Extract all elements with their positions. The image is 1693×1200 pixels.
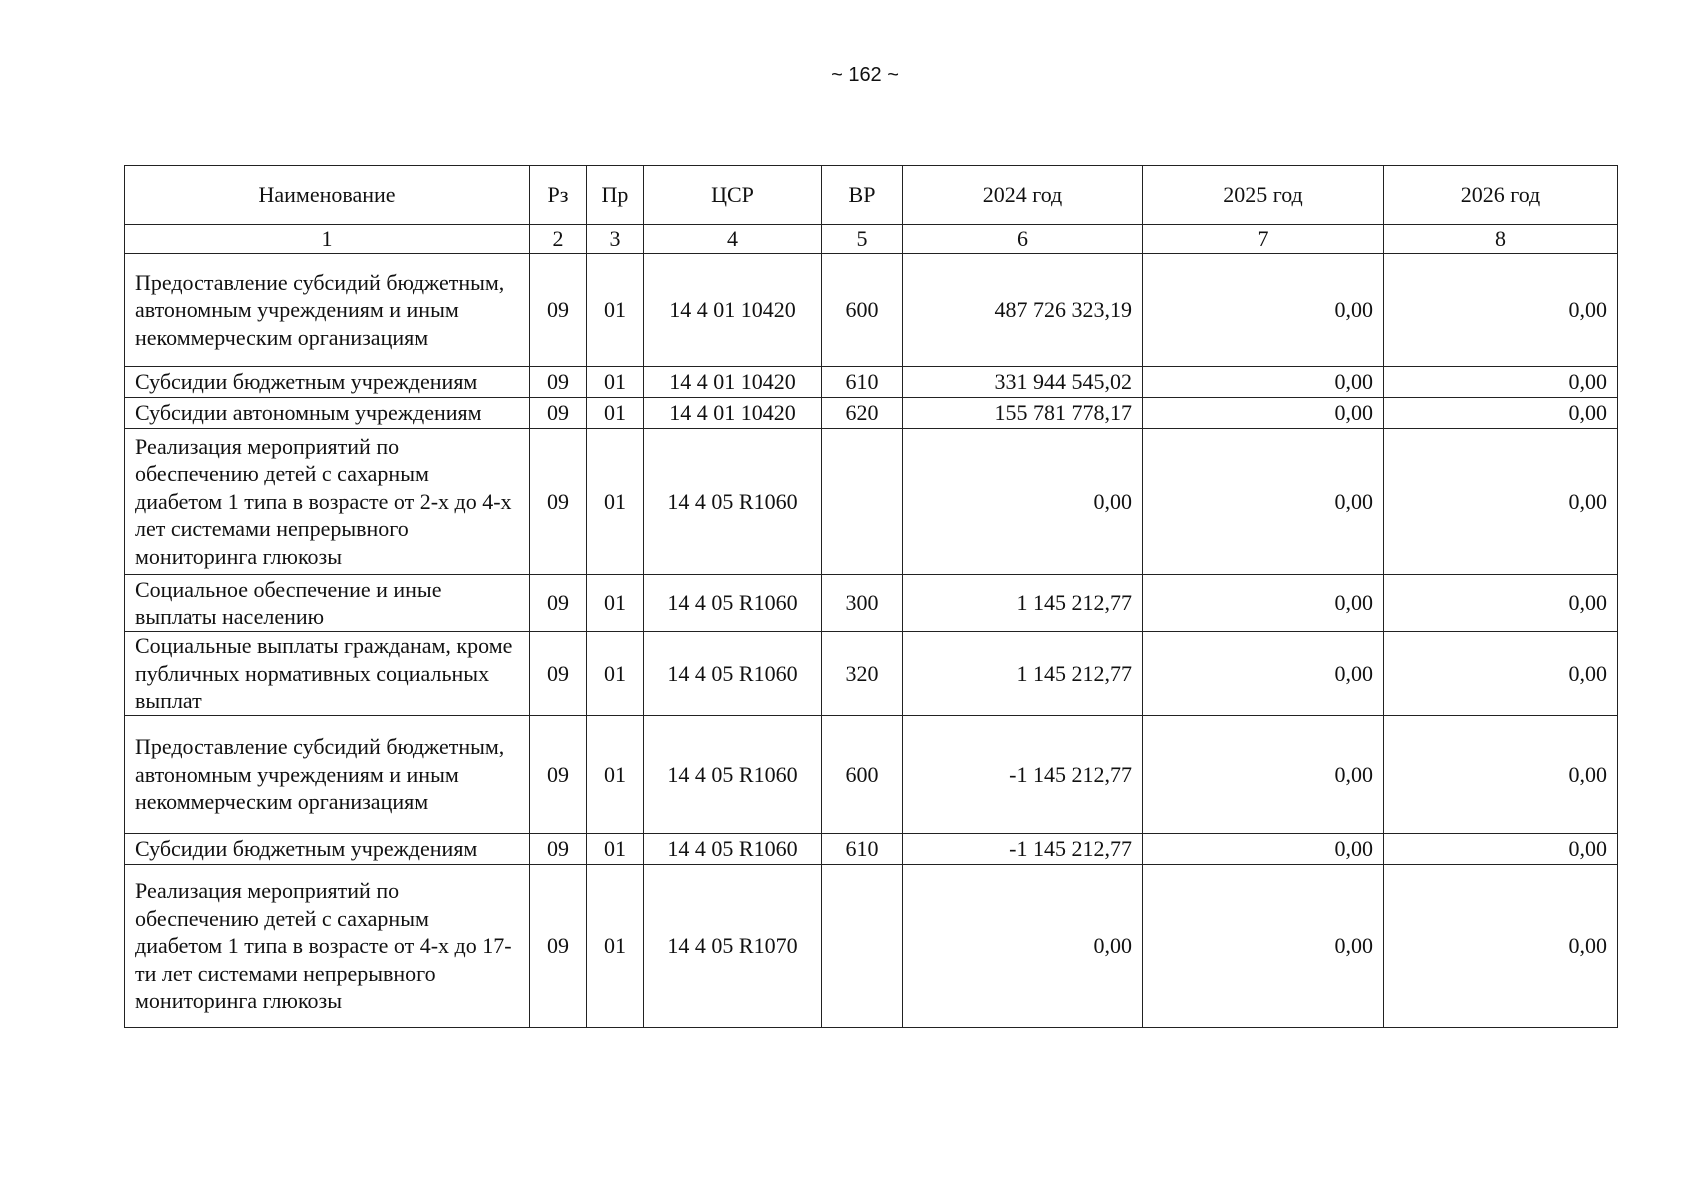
row-2024: -1 145 212,77 xyxy=(903,716,1143,834)
row-csr: 14 4 01 10420 xyxy=(644,398,822,429)
row-rz: 09 xyxy=(530,429,587,575)
row-csr: 14 4 05 R1060 xyxy=(644,575,822,632)
table-row xyxy=(125,429,1618,575)
row-pr: 01 xyxy=(587,716,644,834)
row-pr: 01 xyxy=(587,632,644,716)
row-2024: -1 145 212,77 xyxy=(903,834,1143,865)
row-2026: 0,00 xyxy=(1384,865,1618,1028)
row-2024: 487 726 323,19 xyxy=(903,254,1143,367)
row-rz: 09 xyxy=(530,865,587,1028)
header-2026: 2026 год xyxy=(1384,166,1618,225)
header-2024: 2024 год xyxy=(903,166,1143,225)
row-pr: 01 xyxy=(587,429,644,575)
row-csr: 14 4 05 R1060 xyxy=(644,716,822,834)
header-vr: ВР xyxy=(822,166,903,225)
table-row xyxy=(125,716,1618,834)
budget-table xyxy=(124,165,1618,1028)
row-vr: 610 xyxy=(822,834,903,865)
row-vr: 300 xyxy=(822,575,903,632)
row-csr: 14 4 05 R1060 xyxy=(644,429,822,575)
row-pr: 01 xyxy=(587,367,644,398)
table-row xyxy=(125,367,1618,398)
header-rz: Рз xyxy=(530,166,587,225)
row-2024: 155 781 778,17 xyxy=(903,398,1143,429)
row-2025: 0,00 xyxy=(1143,429,1384,575)
row-name: Субсидии бюджетным учреждениям xyxy=(125,834,530,865)
row-2026: 0,00 xyxy=(1384,834,1618,865)
row-2025: 0,00 xyxy=(1143,632,1384,716)
row-pr: 01 xyxy=(587,865,644,1028)
header-2025: 2025 год xyxy=(1143,166,1384,225)
row-csr: 14 4 01 10420 xyxy=(644,254,822,367)
table-row xyxy=(125,834,1618,865)
row-rz: 09 xyxy=(530,575,587,632)
table-row xyxy=(125,865,1618,1028)
row-2026: 0,00 xyxy=(1384,398,1618,429)
row-name: Предоставление субсидий бюджетным, автономным учреждениям и иным некоммерческим организациям xyxy=(125,254,530,367)
row-vr xyxy=(822,429,903,575)
row-vr: 620 xyxy=(822,398,903,429)
row-2026: 0,00 xyxy=(1384,367,1618,398)
row-pr: 01 xyxy=(587,575,644,632)
column-index-5: 5 xyxy=(822,225,903,254)
header-row xyxy=(125,166,1618,225)
row-name: Предоставление субсидий бюджетным, автономным учреждениям и иным некоммерческим организациям xyxy=(125,716,530,834)
row-vr xyxy=(822,865,903,1028)
row-2024: 0,00 xyxy=(903,429,1143,575)
row-rz: 09 xyxy=(530,834,587,865)
row-csr: 14 4 01 10420 xyxy=(644,367,822,398)
row-name: Социальные выплаты гражданам, кроме публичных нормативных социальных выплат xyxy=(125,632,530,716)
row-csr: 14 4 05 R1060 xyxy=(644,834,822,865)
row-2026: 0,00 xyxy=(1384,632,1618,716)
row-2026: 0,00 xyxy=(1384,716,1618,834)
column-index-8: 8 xyxy=(1384,225,1618,254)
row-rz: 09 xyxy=(530,254,587,367)
row-2024: 1 145 212,77 xyxy=(903,632,1143,716)
column-index-row xyxy=(125,225,1618,254)
row-rz: 09 xyxy=(530,367,587,398)
page-number: ~ 162 ~ xyxy=(831,64,899,86)
column-index-3: 3 xyxy=(587,225,644,254)
row-2026: 0,00 xyxy=(1384,254,1618,367)
row-vr: 600 xyxy=(822,716,903,834)
table-row xyxy=(125,632,1618,716)
row-name: Субсидии автономным учреждениям xyxy=(125,398,530,429)
row-2025: 0,00 xyxy=(1143,398,1384,429)
row-2026: 0,00 xyxy=(1384,429,1618,575)
row-name: Реализация мероприятий по обеспечению детей с сахарным диабетом 1 типа в возрасте от 2-х до 4-х лет системами непрерывного мониторинга глюкозы xyxy=(125,429,530,575)
row-2025: 0,00 xyxy=(1143,254,1384,367)
header-name: Наименование xyxy=(125,166,530,225)
row-rz: 09 xyxy=(530,398,587,429)
header-pr: Пр xyxy=(587,166,644,225)
row-name: Реализация мероприятий по обеспечению детей с сахарным диабетом 1 типа в возрасте от 4-х до 17-ти лет системами непрерывного мониторинга глюкозы xyxy=(125,865,530,1028)
row-2025: 0,00 xyxy=(1143,575,1384,632)
row-name: Социальное обеспечение и иные выплаты населению xyxy=(125,575,530,632)
row-name: Субсидии бюджетным учреждениям xyxy=(125,367,530,398)
column-index-4: 4 xyxy=(644,225,822,254)
row-vr: 320 xyxy=(822,632,903,716)
row-2024: 1 145 212,77 xyxy=(903,575,1143,632)
row-rz: 09 xyxy=(530,632,587,716)
table-row xyxy=(125,254,1618,367)
row-rz: 09 xyxy=(530,716,587,834)
row-pr: 01 xyxy=(587,834,644,865)
header-csr: ЦСР xyxy=(644,166,822,225)
column-index-6: 6 xyxy=(903,225,1143,254)
row-2024: 331 944 545,02 xyxy=(903,367,1143,398)
row-2025: 0,00 xyxy=(1143,716,1384,834)
row-pr: 01 xyxy=(587,254,644,367)
row-vr: 610 xyxy=(822,367,903,398)
column-index-7: 7 xyxy=(1143,225,1384,254)
row-pr: 01 xyxy=(587,398,644,429)
row-2024: 0,00 xyxy=(903,865,1143,1028)
table-row xyxy=(125,575,1618,632)
row-csr: 14 4 05 R1070 xyxy=(644,865,822,1028)
row-2026: 0,00 xyxy=(1384,575,1618,632)
row-2025: 0,00 xyxy=(1143,834,1384,865)
column-index-1: 1 xyxy=(125,225,530,254)
row-2025: 0,00 xyxy=(1143,367,1384,398)
column-index-2: 2 xyxy=(530,225,587,254)
row-csr: 14 4 05 R1060 xyxy=(644,632,822,716)
row-vr: 600 xyxy=(822,254,903,367)
table-row xyxy=(125,398,1618,429)
row-2025: 0,00 xyxy=(1143,865,1384,1028)
